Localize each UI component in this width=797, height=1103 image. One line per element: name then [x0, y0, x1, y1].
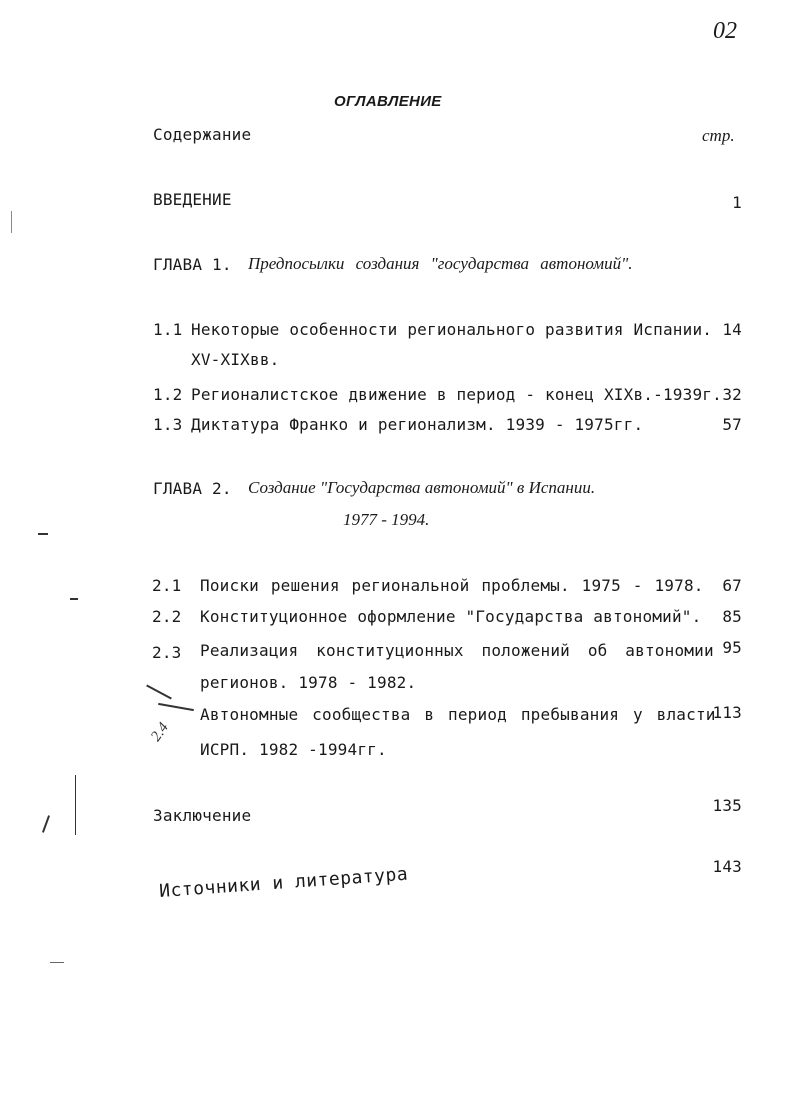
chapter-label: ГЛАВА 1.: [153, 255, 232, 274]
section-title: Некоторые особенности регионального развития Испании.: [191, 320, 713, 339]
section-number: 2.3: [152, 643, 182, 662]
toc-entry-page: 67: [722, 576, 742, 595]
handwritten-section-number: 2.4: [148, 719, 172, 745]
section-title: Автономные сообщества в период пребывания у власти: [200, 705, 716, 724]
toc-entry-label: ВВЕДЕНИЕ: [153, 190, 232, 209]
scan-mark: [70, 598, 78, 600]
toc-entry-page: 14: [722, 320, 742, 339]
chapter-title: Создание "Государства автономий" в Испании.: [248, 478, 596, 497]
chapter-label: ГЛАВА 2.: [153, 479, 232, 498]
page-number-mark: 02: [713, 18, 737, 44]
section-number: 1.1: [153, 320, 183, 339]
toc-entry-page: 143: [712, 857, 742, 876]
toc-entry-page: 113: [712, 703, 742, 722]
section-number: 2.1: [152, 576, 182, 595]
pen-stroke: [146, 685, 172, 700]
section-number: 1.3: [153, 415, 183, 434]
section-title-continued: ИСРП. 1982 -1994гг.: [200, 740, 387, 759]
stamped-label: Источники и литература: [158, 863, 409, 902]
toc-entry-page: 1: [732, 193, 742, 212]
contents-label: Содержание: [153, 125, 252, 144]
section-number: 1.2: [153, 385, 183, 404]
section-title-continued: XV-XIXвв.: [191, 350, 280, 369]
section-number: 2.2: [152, 607, 182, 626]
toc-entry-label: Заключение: [153, 806, 252, 825]
page-title: ОГЛАВЛЕНИЕ: [334, 93, 442, 110]
section-title-continued: регионов. 1978 - 1982.: [200, 673, 417, 692]
toc-entry-page: 32: [722, 385, 742, 404]
section-title: Регионалистское движение в период - конец XIXв.-1939г.: [191, 385, 722, 404]
scan-mark: [38, 533, 48, 535]
pen-stroke: [158, 703, 194, 711]
toc-entry-page: 85: [722, 607, 742, 626]
scan-mark: [42, 815, 50, 833]
toc-entry-page: 57: [722, 415, 742, 434]
chapter-title-continued: 1977 - 1994.: [343, 510, 430, 529]
toc-entry-page: 95: [722, 638, 742, 657]
chapter-title: Предпосылки создания "государства автономий".: [248, 254, 633, 273]
section-title: Поиски решения региональной проблемы. 1975 - 1978.: [200, 576, 704, 595]
scan-mark: [75, 775, 76, 835]
scan-mark: [50, 962, 64, 963]
section-title: Конституционное оформление "Государства автономий".: [200, 607, 702, 626]
section-title: Реализация конституционных положений об автономии: [200, 641, 714, 660]
section-title: Диктатура Франко и регионализм. 1939 - 1975гг.: [191, 415, 644, 434]
scan-mark: [11, 211, 12, 233]
page-column-label: стр.: [702, 126, 735, 145]
toc-entry-page: 135: [712, 796, 742, 815]
